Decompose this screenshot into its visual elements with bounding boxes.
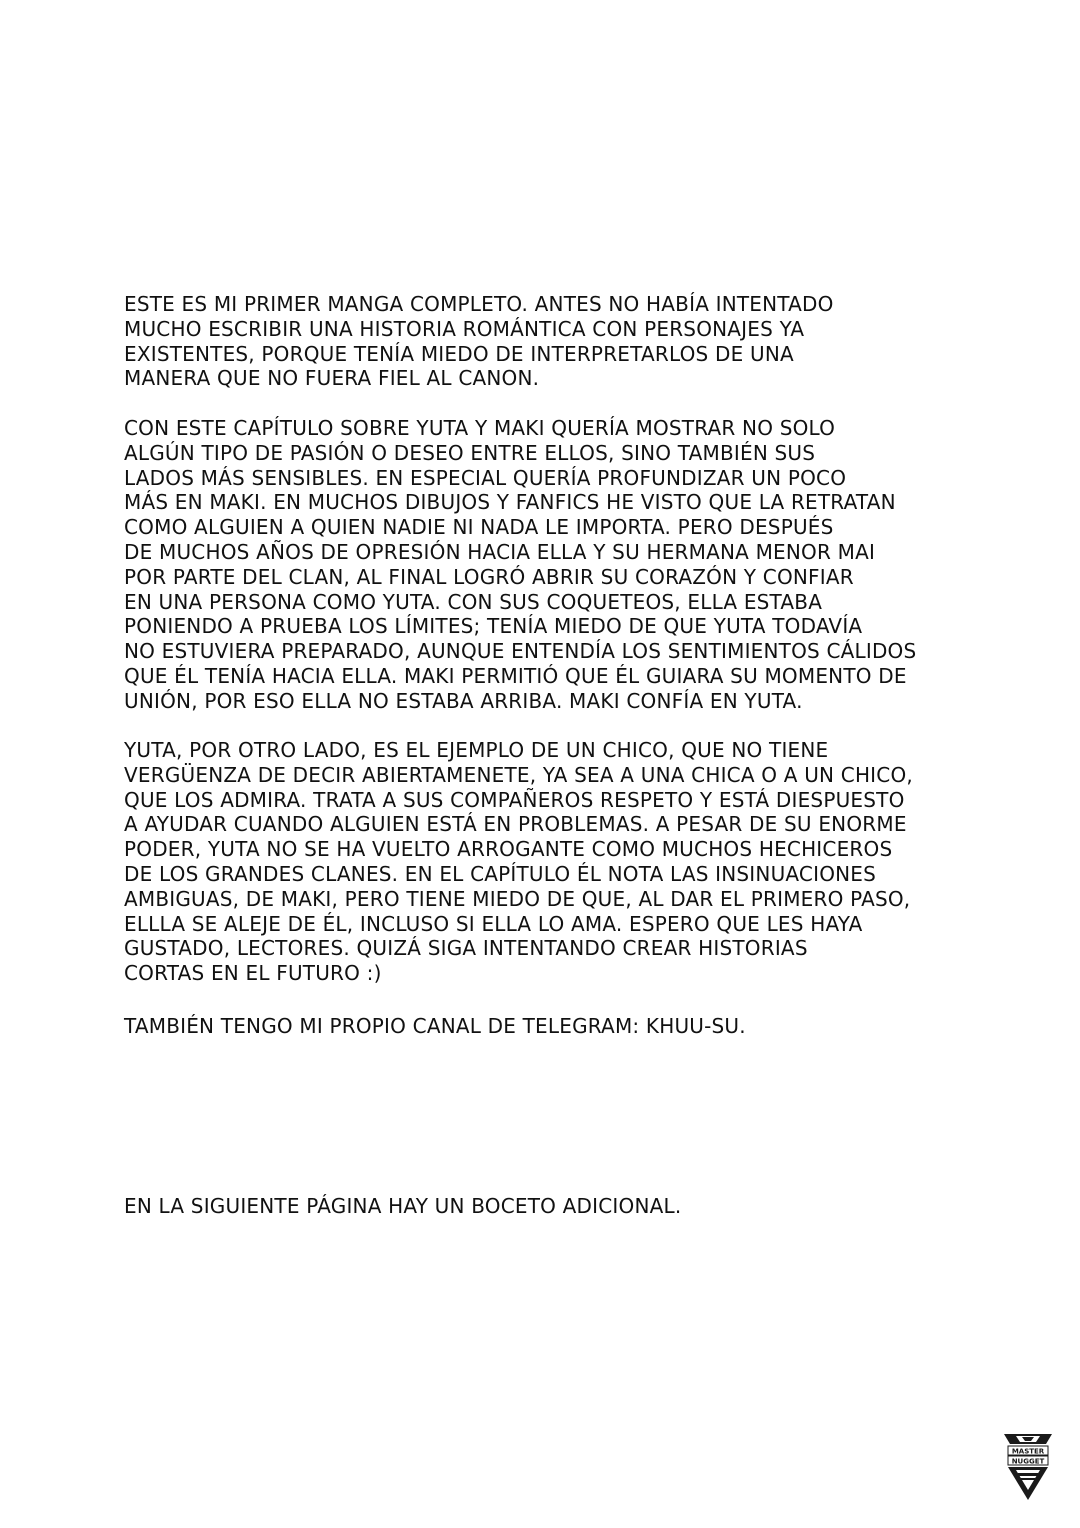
paragraph-next-page: EN LA SIGUIENTE PÁGINA HAY UN BOCETO ADICIONAL. bbox=[124, 1194, 682, 1218]
svg-text:MASTER: MASTER bbox=[1011, 1447, 1045, 1456]
svg-text:NUGGET: NUGGET bbox=[1011, 1457, 1045, 1466]
paragraph-intro: ESTE ES MI PRIMER MANGA COMPLETO. ANTES NO HABÍA INTENTADO MUCHO ESCRIBIR UNA HISTORIA ROMÁNTICA CON PERSONAJES YA EXISTENTES, PORQUE TENÍA MIEDO DE INTERPRETARLOS DE UNA MANERA QUE NO FUERA FIEL AL CANON. bbox=[124, 292, 834, 391]
paragraph-yuta: YUTA, POR OTRO LADO, ES EL EJEMPLO DE UN CHICO, QUE NO TIENE VERGÜENZA DE DECIR ABIERTAMENETE, YA SEA A UNA CHICA O A UN CHICO, QUE LOS ADMIRA. TRATA A SUS COMPAÑEROS RESPETO Y ESTÁ DIESPUESTO A AYUDAR CUANDO ALGUIEN ESTÁ EN PROBLEMAS. A PESAR DE SU ENORME PODER, YUTA NO SE HA VUELTO ARROGANTE COMO MUCHOS HECHICEROS DE LOS GRANDES CLANES. EN EL CAPÍTULO ÉL NOTA LAS INSINUACIONES AMBIGUAS, DE MAKI, PERO TIENE MIEDO DE QUE, AL DAR EL PRIMERO PASO, ELLLA SE ALEJE DE ÉL, INCLUSO SI ELLA LO AMA. ESPERO QUE LES HAYA GUSTADO, LECTORES. QUIZÁ SIGA INTENTANDO CREAR HISTORIAS CORTAS EN EL FUTURO :) bbox=[124, 738, 913, 986]
paragraph-maki: CON ESTE CAPÍTULO SOBRE YUTA Y MAKI QUERÍA MOSTRAR NO SOLO ALGÚN TIPO DE PASIÓN O DESEO ENTRE ELLOS, SINO TAMBIÉN SUS LADOS MÁS SENSIBLES. EN ESPECIAL QUERÍA PROFUNDIZAR UN POCO MÁS EN MAKI. EN MUCHOS DIBUJOS Y FANFICS HE VISTO QUE LA RETRATAN COMO ALGUIEN A QUIEN NADIE NI NADA LE IMPORTA. PERO DESPUÉS DE MUCHOS AÑOS DE OPRESIÓN HACIA ELLA Y SU HERMANA MENOR MAI POR PARTE DEL CLAN, AL FINAL LOGRÓ ABRIR SU CORAZÓN Y CONFIAR EN UNA PERSONA COMO YUTA. CON SUS COQUETEOS, ELLA ESTABA PONIENDO A PRUEBA LOS LÍMITES; TENÍA MIEDO DE QUE YUTA TODAVÍA NO ESTUVIERA PREPARADO, AUNQUE ENTENDÍA LOS SENTIMIENTOS CÁLIDOS QUE ÉL TENÍA HACIA ELLA. MAKI PERMITIÓ QUE ÉL GUIARA SU MOMENTO DE UNIÓN, POR ESO ELLA NO ESTABA ARRIBA. MAKI CONFÍA EN YUTA. bbox=[124, 416, 917, 713]
paragraph-telegram: TAMBIÉN TENGO MI PROPIO CANAL DE TELEGRAM: KHUU-SU. bbox=[124, 1014, 746, 1038]
master-nugget-logo-icon bbox=[1002, 1430, 1054, 1506]
